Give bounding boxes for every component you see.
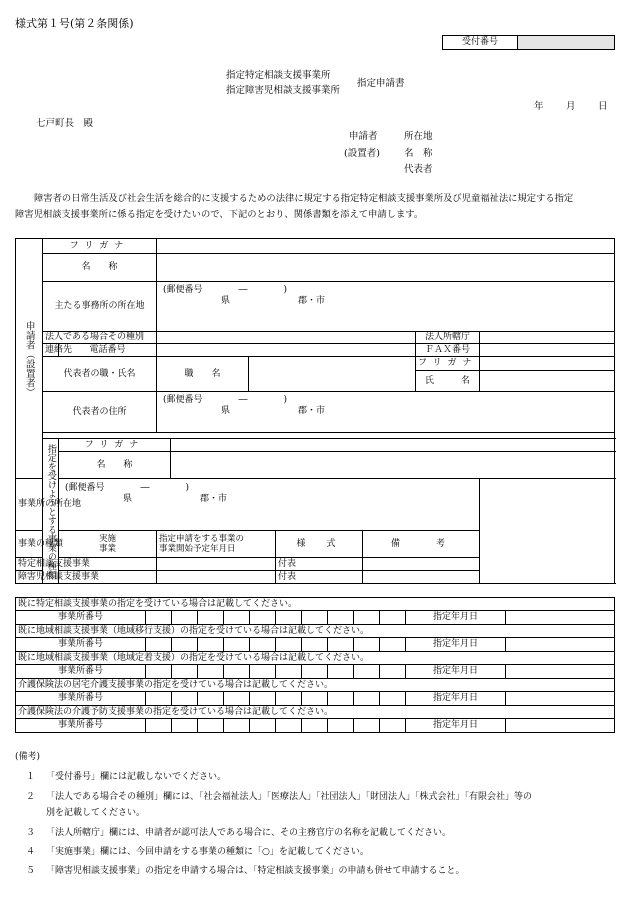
prior3-digit[interactable]	[250, 665, 276, 679]
rep-postal-code: (郵便番号 ― )	[163, 395, 288, 405]
prior5-digit[interactable]	[276, 719, 302, 733]
prior3-date-field[interactable]	[506, 665, 615, 679]
rep-title-name-label: 代表者の職・氏名	[43, 357, 157, 392]
prior2-digit[interactable]	[354, 638, 380, 652]
prior2-digit[interactable]	[172, 638, 198, 652]
intro-line-2: 障害児相談支援事業所に係る指定を受けたいので、下記のとおり、関係書類を添えて申請します。	[15, 209, 424, 220]
prior1-digit[interactable]	[276, 611, 302, 625]
phone-label: 電話番号	[59, 344, 157, 357]
service1-start-date-field[interactable]	[157, 558, 276, 571]
applicant-label: 申請者	[349, 131, 378, 142]
note-5-text: 「障害児相談支援事業」の指定を申請する場合は、「特定相談支援事業」の申請も併せて申請すること。	[46, 866, 465, 876]
prior5-digit[interactable]	[224, 719, 250, 733]
prior4-digit[interactable]	[224, 692, 250, 706]
start-date-label-2: 事業開始予定年月日	[159, 544, 236, 554]
prior5-digit[interactable]	[198, 719, 224, 733]
prior1-digit[interactable]	[172, 611, 198, 625]
prior4-digit[interactable]	[172, 692, 198, 706]
title-line-1: 指定特定相談支援事業所	[226, 70, 331, 81]
prior3-digit[interactable]	[380, 665, 406, 679]
prior4-digit[interactable]	[198, 692, 224, 706]
prior3-digit[interactable]	[302, 665, 328, 679]
name-label: 名 称	[43, 254, 157, 282]
name-field[interactable]	[157, 254, 615, 282]
service-specific-consult: 特定相談支援事業	[16, 558, 59, 571]
prior1-digit[interactable]	[224, 611, 250, 625]
date-day: 日	[598, 101, 608, 112]
prior5-date-field[interactable]	[506, 719, 615, 733]
start-date-label	[157, 531, 276, 558]
office-name-field[interactable]	[171, 452, 615, 479]
remarks-label: 備 考	[363, 531, 480, 558]
prior-specific-note: 既に特定相談支援事業の指定を受けている場合は記載してください。	[16, 598, 615, 611]
prior-settlement-note: 既に地域相談支援事業（地域定着支援）の指定を受けている場合は記載してください。	[16, 652, 615, 665]
applicant-rep-label: 代表者	[404, 164, 433, 175]
prior2-date-field[interactable]	[506, 638, 615, 652]
office-furigana-field[interactable]	[171, 439, 615, 452]
job-title-field[interactable]	[249, 357, 416, 392]
note-1-text: 「受付番号」欄には記載しないでください。	[46, 772, 227, 782]
prior5-digit[interactable]	[354, 719, 380, 733]
date-month: 月	[566, 101, 576, 112]
service2-remarks-field[interactable]	[363, 571, 480, 584]
corp-type-label: 法人である場合その種別	[43, 332, 157, 344]
main-office-label: 主たる事務所の所在地	[43, 282, 157, 332]
prior1-digit[interactable]	[146, 611, 172, 625]
fax-field[interactable]	[480, 344, 615, 357]
prior2-digit[interactable]	[224, 638, 250, 652]
prior5-digit[interactable]	[250, 719, 276, 733]
prior1-digit[interactable]	[328, 611, 354, 625]
prior4-digit[interactable]	[146, 692, 172, 706]
addressee: 七戸町長 殿	[36, 118, 94, 129]
prior3-digit[interactable]	[328, 665, 354, 679]
prior-designations-table	[15, 597, 615, 733]
note-2-text: 「法人である場合その種別」欄には、「社会福祉法人」「医療法人」「社団法人」「財団法人」「株式会社」「有限会社」等の	[46, 792, 533, 802]
receipt-number-field[interactable]	[518, 36, 615, 50]
note-4-num: ４	[26, 847, 36, 857]
office-furigana-label: フリガナ	[59, 439, 171, 452]
prior5-digit[interactable]	[302, 719, 328, 733]
office-pref-label: 県	[123, 493, 133, 504]
prior2-digit[interactable]	[250, 638, 276, 652]
receipt-number-box	[442, 35, 615, 50]
rep-address-field[interactable]	[157, 392, 615, 433]
prior4-office-number-label: 事業所番号	[16, 692, 146, 706]
implement-label-1: 実施	[98, 533, 116, 544]
prior1-digit[interactable]	[354, 611, 380, 625]
pref-label: 県	[221, 295, 231, 306]
office-address-field[interactable]	[59, 479, 480, 531]
prior4-date-field[interactable]	[506, 692, 615, 706]
prior4-digit[interactable]	[250, 692, 276, 706]
application-form-table	[15, 238, 615, 584]
furigana-label: フリガナ	[43, 239, 157, 254]
prior1-digit[interactable]	[302, 611, 328, 625]
corp-type-field[interactable]	[157, 332, 416, 344]
rep-name-label: 氏 名	[416, 371, 480, 392]
service1-format: 付表	[276, 558, 363, 571]
note-3-num: ３	[26, 828, 36, 838]
phone-field[interactable]	[157, 344, 416, 357]
furigana-field[interactable]	[157, 239, 615, 254]
prior3-digit[interactable]	[146, 665, 172, 679]
county-label: 郡・市	[298, 295, 326, 306]
prior2-digit[interactable]	[146, 638, 172, 652]
service1-remarks-field[interactable]	[363, 558, 480, 571]
note-2-num: ２	[26, 792, 36, 802]
note-2-cont: 別を記載してください。	[46, 808, 146, 818]
prior4-digit[interactable]	[302, 692, 328, 706]
prior2-digit[interactable]	[328, 638, 354, 652]
fax-label: ＦＡＸ番号	[416, 344, 480, 357]
rep-pref-label: 県	[221, 405, 231, 416]
prior-prevention-note: 介護保険法の介護予防支援事業の指定を受けている場合は記載してください。	[16, 706, 615, 719]
start-date-label-1: 指定申請をする事業の	[159, 533, 245, 544]
prior1-digit[interactable]	[250, 611, 276, 625]
intro-line-1: 障害者の日常生活及び社会生活を総合的に支援するための法律に規定する指定特定相談支援事業所及び児童福祉法に規定する指定	[34, 193, 574, 204]
prior5-digit[interactable]	[380, 719, 406, 733]
postal-code: (郵便番号 ― )	[163, 285, 288, 295]
prior-transition-note: 既に地域相談支援事業（地域移行支援）の指定を受けている場合は記載してください。	[16, 625, 615, 638]
note-3-text: 「法人所轄庁」欄には、申請者が認可法人である場合に、その主務官庁の名称を記載してください。	[46, 828, 452, 838]
format-label: 様 式	[276, 531, 363, 558]
prior4-digit[interactable]	[328, 692, 354, 706]
office-county-label: 郡・市	[200, 493, 228, 504]
founder-label: (設置者)	[344, 148, 380, 159]
rep-address-label: 代表者の住所	[43, 392, 157, 433]
prior1-office-number-label: 事業所番号	[16, 611, 146, 625]
prior5-digit[interactable]	[172, 719, 198, 733]
service-child-consult: 障害児相談支援事業	[16, 571, 59, 584]
title-suffix: 指定申請書	[357, 78, 405, 89]
prior4-digit[interactable]	[354, 692, 380, 706]
prior3-digit[interactable]	[276, 665, 302, 679]
prior1-date-field[interactable]	[506, 611, 615, 625]
title-line-2: 指定障害児相談支援事業所	[226, 85, 341, 96]
prior-home-care-note: 介護保険法の居宅介護支援事業の指定を受けている場合は記載してください。	[16, 679, 615, 692]
implement-label-2: 事業	[98, 544, 116, 554]
office-postal-code: (郵便番号 ― )	[65, 483, 190, 493]
prior2-digit[interactable]	[198, 638, 224, 652]
prior3-office-number-label: 事業所番号	[16, 665, 146, 679]
rep-county-label: 郡・市	[298, 405, 326, 416]
prior4-digit[interactable]	[380, 692, 406, 706]
note-1-num: １	[26, 772, 36, 782]
implement-label	[59, 531, 157, 558]
section-applicant-label: 申請者（設置者）	[16, 239, 43, 479]
prior3-digit[interactable]	[198, 665, 224, 679]
service2-start-date-field[interactable]	[157, 571, 276, 584]
form-number-label: 様式第１号(第２条関係)	[15, 17, 134, 30]
business-type-label: 事業の種類	[16, 531, 59, 558]
notes-heading: (備考)	[15, 752, 41, 762]
prior5-digit[interactable]	[146, 719, 172, 733]
prior2-office-number-label: 事業所番号	[16, 638, 146, 652]
service2-format: 付表	[276, 571, 363, 584]
rep-name-field[interactable]	[480, 371, 615, 392]
date-year: 年	[534, 101, 544, 112]
prior3-digit[interactable]	[354, 665, 380, 679]
corp-office-label: 法人所轄庁	[416, 332, 480, 344]
prior3-date-label: 指定年月日	[406, 665, 506, 679]
prior4-date-label: 指定年月日	[406, 692, 506, 706]
prior2-digit[interactable]	[276, 638, 302, 652]
prior5-digit[interactable]	[328, 719, 354, 733]
note-4-text: 「実施事業」欄には、今回申請をする事業の種類に「○」を記載してください。	[46, 847, 369, 857]
prior2-digit[interactable]	[302, 638, 328, 652]
prior5-office-number-label: 事業所番号	[16, 719, 146, 733]
job-title-label: 職 名	[157, 357, 249, 392]
prior1-digit[interactable]	[380, 611, 406, 625]
section-business-label: 指定を受けようとする事業の種類	[43, 439, 59, 584]
prior1-date-label: 指定年月日	[406, 611, 506, 625]
applicant-address-label: 所在地	[404, 131, 433, 142]
main-office-field[interactable]	[157, 282, 615, 332]
prior3-digit[interactable]	[224, 665, 250, 679]
receipt-number-label: 受付番号	[443, 36, 518, 50]
applicant-name-label: 名 称	[404, 148, 433, 159]
rep-furigana-field[interactable]	[480, 357, 615, 371]
note-5-num: ５	[26, 866, 36, 876]
office-name-label: 名 称	[59, 452, 171, 479]
corp-office-field[interactable]	[480, 332, 615, 344]
office-address-label: 事業所の所在地	[16, 479, 59, 531]
rep-furigana-label: フリガナ	[416, 357, 480, 371]
prior2-digit[interactable]	[380, 638, 406, 652]
prior4-digit[interactable]	[276, 692, 302, 706]
prior1-digit[interactable]	[198, 611, 224, 625]
prior3-digit[interactable]	[172, 665, 198, 679]
prior5-date-label: 指定年月日	[406, 719, 506, 733]
prior2-date-label: 指定年月日	[406, 638, 506, 652]
contact-label: 連絡先	[43, 344, 59, 357]
